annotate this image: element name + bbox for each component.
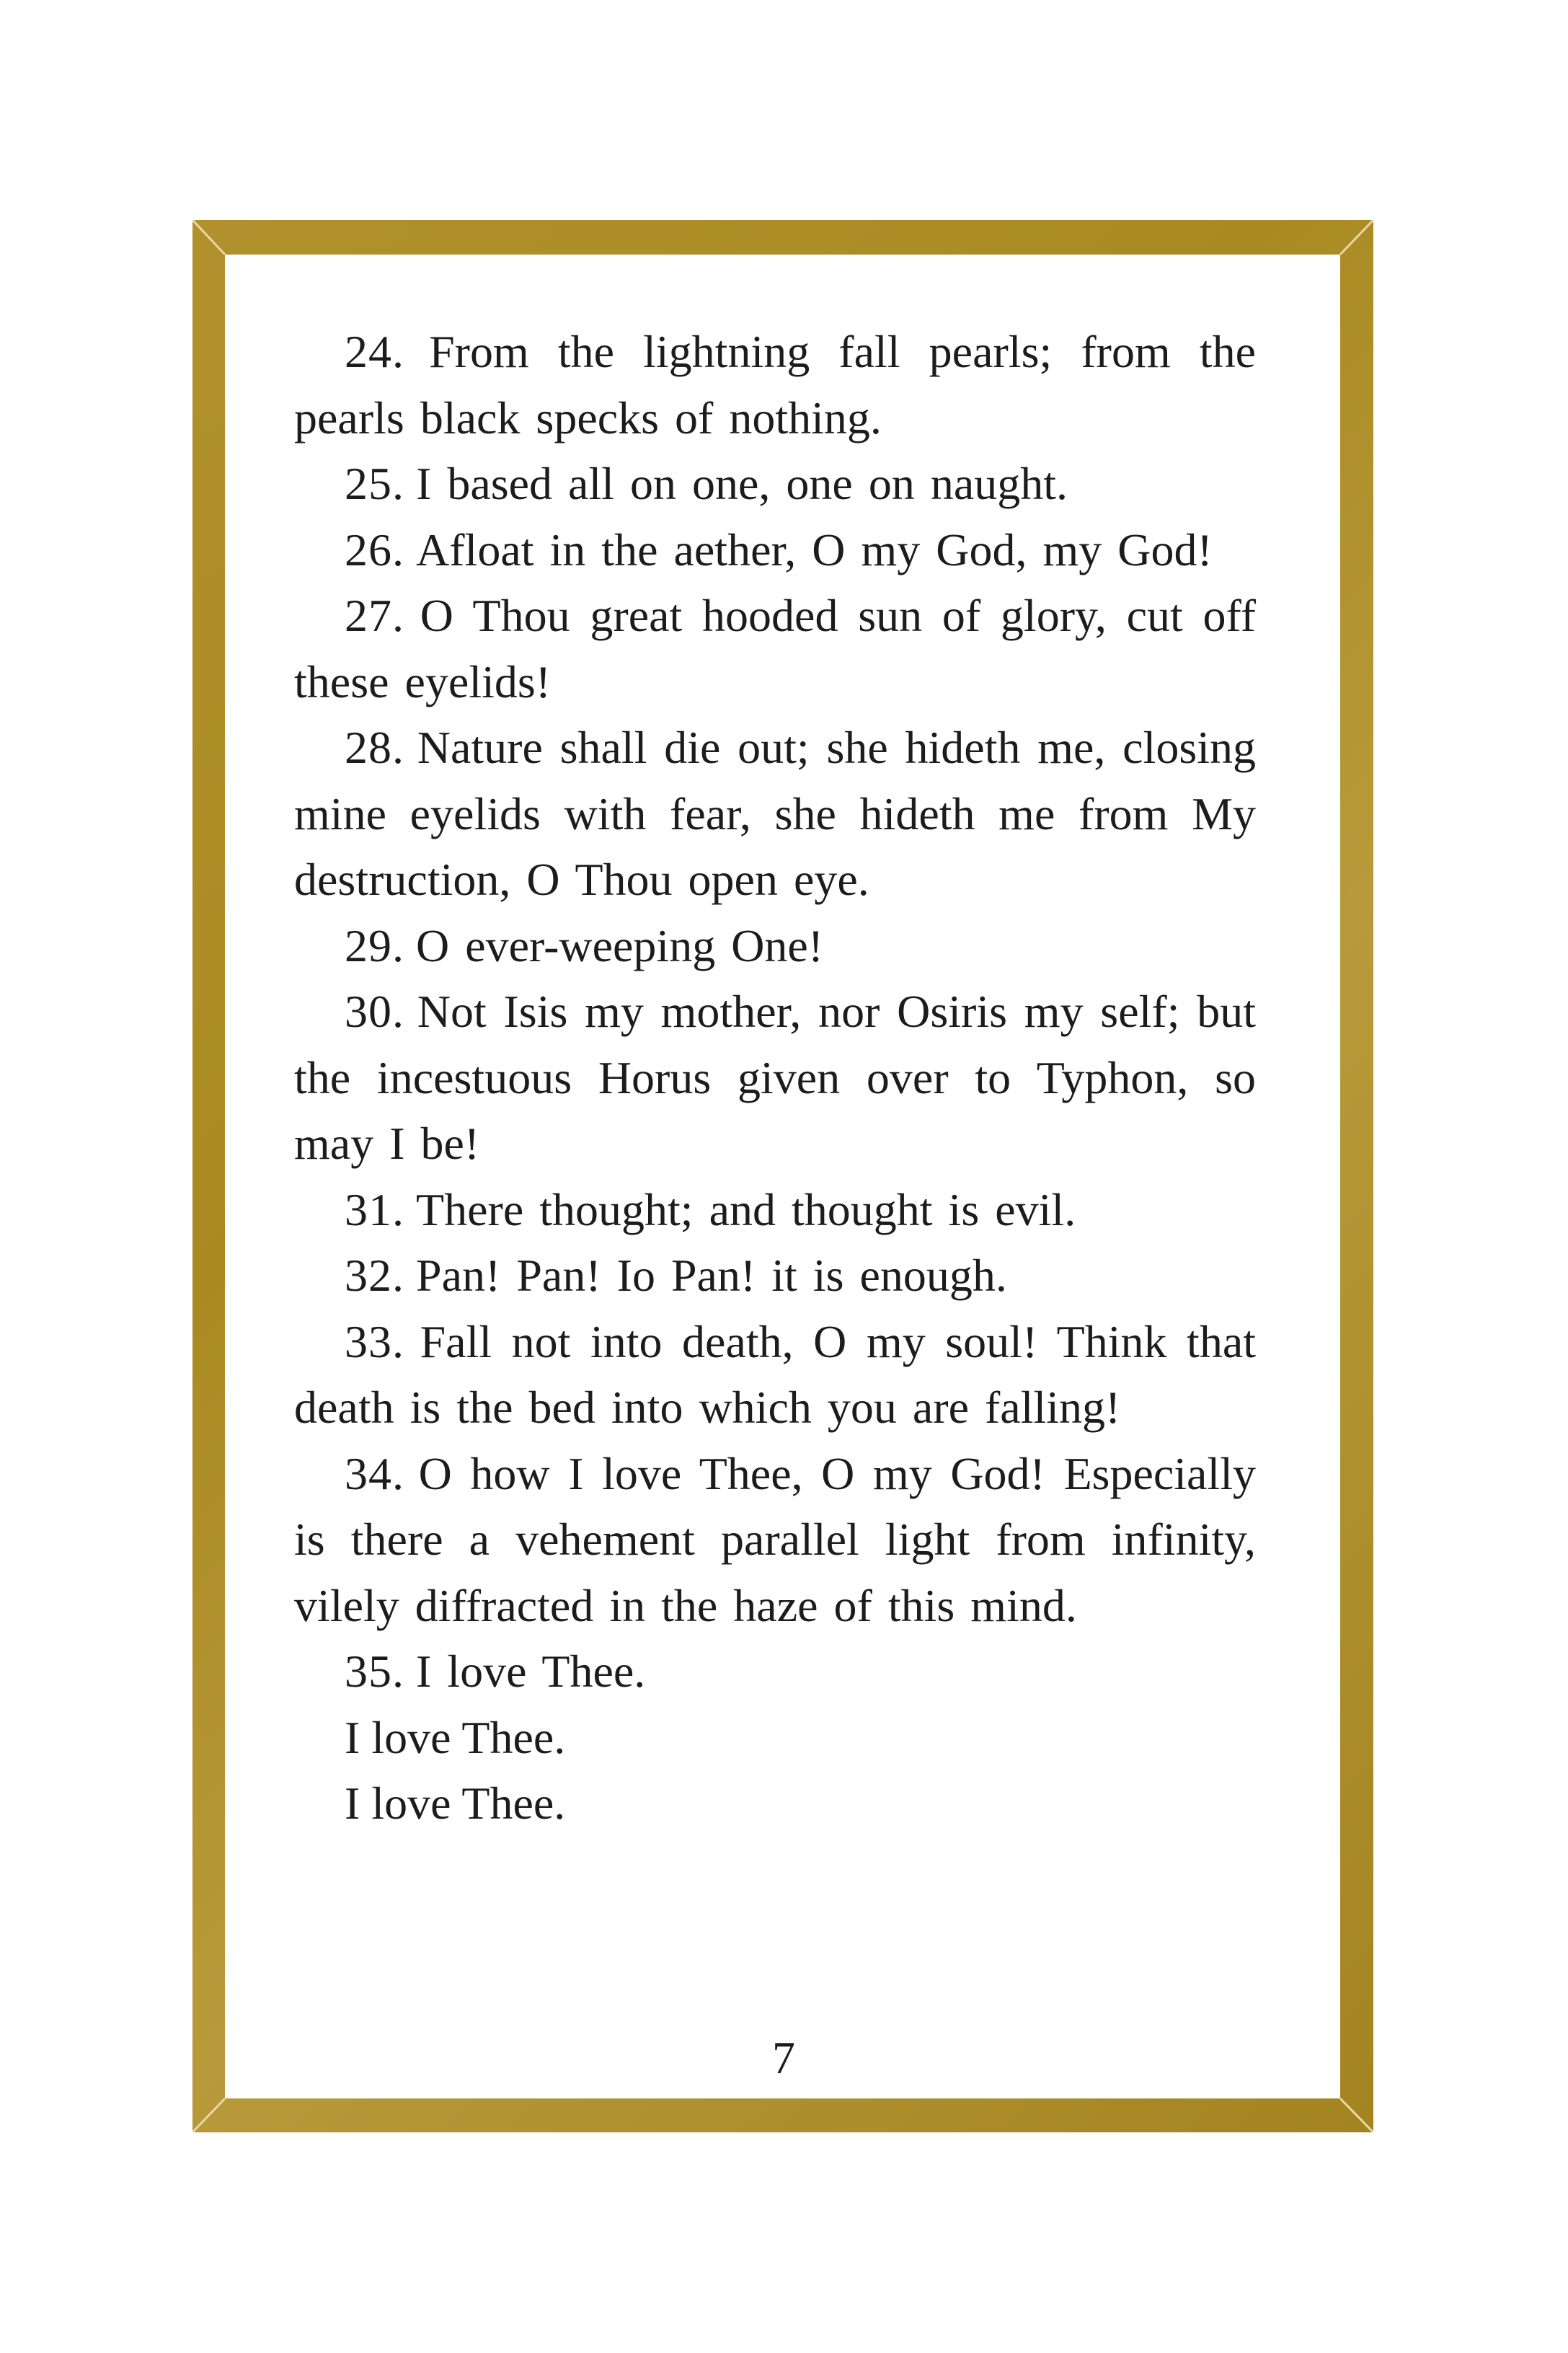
verse-number: 35. bbox=[345, 1646, 404, 1697]
page-number: 7 bbox=[772, 2032, 795, 2083]
verse-number: 32. bbox=[345, 1250, 404, 1301]
verse-text: Pan! Pan! Io Pan! it is enough. bbox=[416, 1250, 1007, 1301]
verse-34 bbox=[294, 1441, 1256, 1639]
verse-number: 25. bbox=[345, 458, 404, 509]
continuation-line: I love Thee. bbox=[345, 1711, 566, 1763]
verse-number: 28. bbox=[345, 722, 404, 773]
verse-24 bbox=[294, 319, 1256, 451]
continuation-line: I love Thee. bbox=[345, 1778, 566, 1829]
verse-number: 29. bbox=[345, 919, 404, 971]
verse-text: Nature shall die out; she hideth me, closing mine eyelids with fear, she hideth me from My destruction, O Thou open eye. bbox=[294, 722, 1257, 905]
verse-text: There thought; and thought is evil. bbox=[416, 1183, 1076, 1235]
verse-number: 24. bbox=[345, 326, 404, 377]
verse-number: 34. bbox=[345, 1447, 404, 1499]
verse-28 bbox=[294, 715, 1256, 913]
verse-29 bbox=[294, 913, 1256, 979]
verse-number: 30. bbox=[345, 986, 404, 1037]
verse-26 bbox=[294, 517, 1256, 583]
verse-text: O Thou great hooded sun of glory, cut off these eyelids! bbox=[294, 590, 1257, 707]
bevel-top-right bbox=[1340, 220, 1373, 255]
verse-text: O ever-weeping One! bbox=[416, 919, 824, 971]
verse-35 bbox=[294, 1638, 1256, 1705]
verse-30 bbox=[294, 979, 1256, 1177]
verse-32 bbox=[294, 1242, 1256, 1309]
verse-text: I love Thee. bbox=[416, 1646, 646, 1697]
verse-number: 26. bbox=[345, 524, 404, 575]
bevel-top-left bbox=[192, 220, 225, 255]
verse-text: Fall not into death, O my soul! Think that death is the bed into which you are falling! bbox=[294, 1315, 1257, 1433]
verse-text: I based all on one, one on naught. bbox=[416, 458, 1068, 509]
verse-27 bbox=[294, 583, 1256, 715]
verse-text-block bbox=[294, 319, 1256, 1837]
verse-text: Not Isis my mother, nor Osiris my self; but the incestuous Horus given over to Typhon, so may I be! bbox=[294, 986, 1257, 1169]
verse-25 bbox=[294, 451, 1256, 517]
verse-text: From the lightning fall pearls; from the pearls black specks of nothing. bbox=[294, 326, 1257, 443]
bevel-bottom-right bbox=[1340, 2098, 1373, 2132]
verse-text: Afloat in the aether, O my God, my God! bbox=[416, 524, 1213, 575]
verse-number: 27. bbox=[345, 590, 404, 641]
verse-31 bbox=[294, 1177, 1256, 1243]
verse-text: O how I love Thee, O my God! Especially is there a vehement parallel light from infinity, vilely diffracted in the haze of this mind. bbox=[294, 1447, 1257, 1631]
verse-number: 31. bbox=[345, 1183, 404, 1235]
verse-number: 33. bbox=[345, 1315, 404, 1367]
verse-33 bbox=[294, 1309, 1256, 1441]
bevel-bottom-left bbox=[192, 2098, 225, 2132]
